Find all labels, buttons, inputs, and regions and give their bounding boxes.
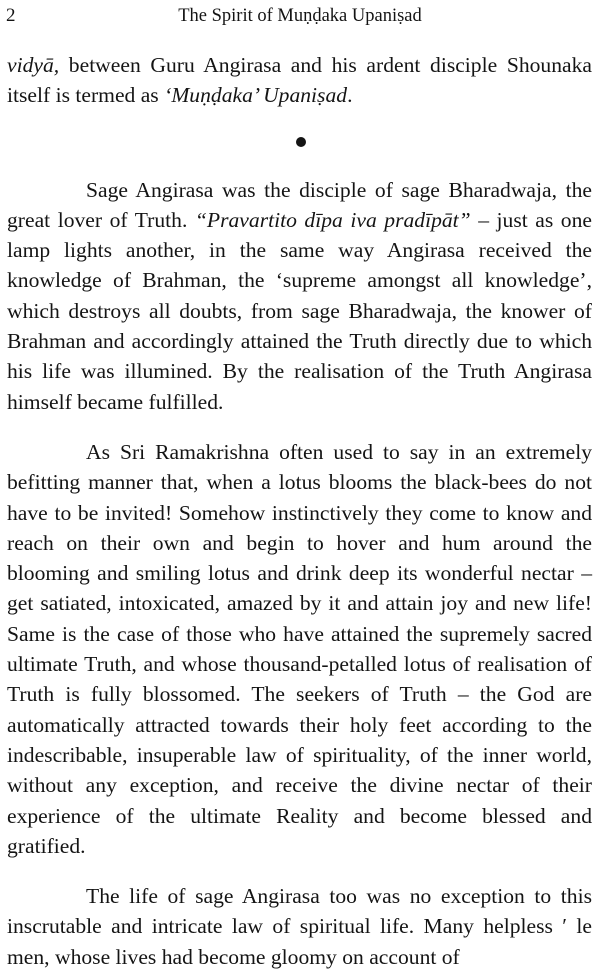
section-separator	[7, 111, 592, 175]
sanskrit-quote: “Pravartito dīpa iva pradīpāt”	[194, 207, 471, 232]
intro-quoted-title: ‘Muṇḍaka’ Upaniṣad	[164, 83, 348, 108]
paragraph-life-of-angirasa: The life of sage Angirasa too was no exception to this inscrutable and intricate law of spiritual life. Many helpless ʹ le men, whose lives had become gloomy on account of	[7, 884, 592, 969]
body-text	[7, 50, 592, 972]
paragraph-angirasa-start: Sage Angirasa was the disciple of sage Bharadwaja, the great lover of Truth.	[7, 177, 592, 232]
intro-text: between Guru Angirasa and his ardent disciple Shounaka itself is termed as	[7, 53, 592, 108]
intro-italic-term: vidyā,	[7, 53, 60, 77]
intro-paragraph	[7, 50, 592, 111]
running-header	[6, 3, 594, 29]
paragraph-ramakrishna: As Sri Ramakrishna often used to say in an extremely befitting manner that, when a lotus blooms the black-bees do not have to be invited! Somehow instinctively they come to know and reach on their own and begin to hover and hum around the blooming and smiling lotus and drink deep its wonderful nectar – get satiated, intoxicated, amazed by it and attain joy and new life! Same is the case of those who have attained the supremely sacred ultimate Truth, and whose thousand-petalled lotus of realisation of Truth is fully blossomed. The seekers of Truth – the God are automatically attracted towards their holy feet according to the indescribable, insuperable law of spirituality, of the inner world, without any exception, and receive the divine nectar of their experience of the ultimate Reality and become blessed and gratified.	[7, 439, 592, 858]
paragraph-gap	[7, 417, 592, 437]
header-title: The Spirit of Muṇḍaka Upaniṣad	[178, 6, 422, 26]
page-number: 2	[6, 5, 16, 26]
intro-end: .	[347, 83, 353, 108]
paragraph-gap	[7, 861, 592, 881]
bullet-dot-icon	[296, 137, 306, 147]
paragraph-angirasa	[7, 175, 592, 417]
paragraph-angirasa-rest: – just as one lamp lights another, in the same way Angirasa received the knowledge of Brahman, the ‘supreme amongst all knowledge’, which destroys all doubts, from sage Bharadwaja, the knower of Brahman and accordingly attained the Truth directly due to which his life was illumined. By the realisation of the Truth Angirasa himself became fulfilled.	[7, 207, 592, 414]
